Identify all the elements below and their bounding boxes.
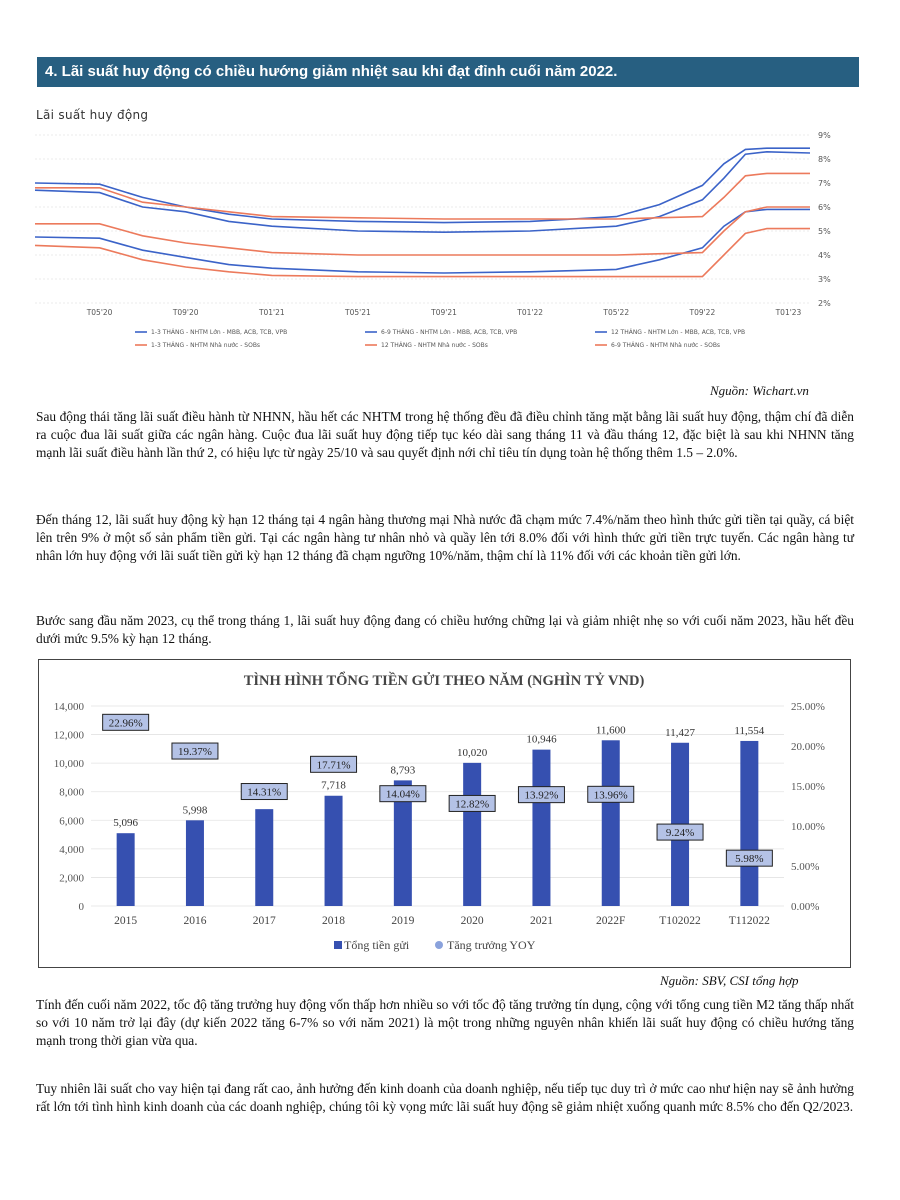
x-tick-label: 2016 — [183, 915, 207, 927]
x-tick-label: 2020 — [460, 915, 484, 927]
legend-label-deposit: Tổng tiền gửi — [344, 938, 410, 952]
deposit-chart-source: Nguồn: SBV, CSI tổng hợp — [660, 973, 799, 988]
bar-value-label: 10,946 — [526, 733, 557, 746]
deposit-bar — [117, 833, 135, 906]
x-tick-label: T01'21 — [258, 308, 285, 317]
growth-value-label: 9.24% — [665, 827, 695, 840]
deposit-chart-title: TÌNH HÌNH TỔNG TIỀN GỬI THEO NĂM (NGHÌN TỶ VND) — [243, 673, 645, 689]
y2-tick-label: 15.00% — [791, 781, 825, 793]
x-tick-label: 2019 — [391, 915, 415, 927]
bar-value-label: 11,600 — [595, 724, 626, 737]
y-tick-label: 10,000 — [53, 758, 84, 771]
bar-value-label: 10,020 — [457, 746, 488, 759]
paragraph-2: Đến tháng 12, lãi suất huy động kỳ hạn 12 tháng tại 4 ngân hàng thương mại Nhà nước đã chạm mức 7.4%/năm theo hình thức gửi tiền tại quầy, cá biệt lên trên 9% ở một số sản phẩm tiền gửi. Tại các ngân hàng tư nhân nhỏ và quầy lên tới 8.0% đối với hình thức gửi tiền trực tuyến. Các ngân hàng tư nhân lớn huy động với lãi suất tiền gửi kỳ hạn 12 tháng đã chạm ngưỡng 10%/năm, thậm chí là 11% đối với các khoản tiền gửi lớn. — [36, 512, 854, 563]
growth-value-label: 12.82% — [455, 798, 490, 811]
legend-label: 1-3 THÁNG - NHTM Nhà nước - SOBs — [151, 342, 261, 349]
legend-label: 12 THÁNG - NHTM Nhà nước - SOBs — [381, 342, 488, 349]
y-tick-label: 2,000 — [59, 872, 84, 885]
y2-tick-label: 20.00% — [791, 741, 825, 753]
x-tick-label: T09'20 — [172, 308, 199, 317]
bar-value-label: 11,427 — [665, 726, 695, 739]
x-tick-label: 2015 — [114, 915, 138, 927]
deposit-chart-frame — [38, 659, 851, 968]
growth-value-label: 14.04% — [385, 788, 420, 801]
x-tick-label: T102022 — [659, 915, 701, 927]
bar-value-label: 11,554 — [734, 724, 765, 737]
legend-label: 6-9 THÁNG - NHTM Nhà nước - SOBs — [611, 342, 721, 349]
y-tick-label: 6% — [818, 203, 831, 212]
growth-value-label: 19.37% — [177, 746, 212, 759]
deposit-bar — [602, 740, 620, 906]
y-tick-label: 4% — [818, 251, 831, 260]
x-tick-label: 2021 — [529, 915, 553, 927]
y-tick-label: 4,000 — [59, 843, 84, 856]
growth-value-label: 17.71% — [316, 759, 351, 772]
bar-value-label: 5,096 — [113, 817, 139, 830]
legend-label: 12 THÁNG - NHTM Lớn - MBB, ACB, TCB, VPB — [611, 329, 746, 336]
x-tick-label: T01'23 — [775, 308, 802, 317]
total-deposit-bar-chart — [39, 660, 850, 967]
growth-value-label: 13.96% — [593, 789, 628, 802]
y2-tick-label: 10.00% — [791, 821, 825, 833]
growth-value-label: 13.92% — [524, 789, 559, 802]
rate-chart-source: Nguồn: Wichart.vn — [710, 383, 809, 398]
x-tick-label: 2022F — [596, 915, 626, 927]
rate-chart-title: Lãi suất huy động — [36, 108, 149, 122]
y-tick-label: 8% — [818, 155, 831, 164]
legend-swatch-growth — [435, 941, 443, 949]
rate-series-line — [35, 173, 810, 219]
growth-value-label: 14.31% — [247, 786, 282, 799]
y-tick-label: 3% — [818, 275, 831, 284]
y-tick-label: 9% — [818, 131, 831, 140]
section-header: 4. Lãi suất huy động có chiều hướng giảm nhiệt sau khi đạt đỉnh cuối năm 2022. — [37, 57, 859, 87]
growth-value-label: 22.96% — [108, 717, 143, 730]
deposit-bar — [255, 809, 273, 906]
paragraph-5: Tuy nhiên lãi suất cho vay hiện tại đang rất cao, ảnh hưởng đến kinh doanh của doanh nghiệp, nếu tiếp tục duy trì ở mức cao như hiện nay sẽ ảnh hưởng rất lớn tới tình hình kinh doanh của các doanh nghiệp, chúng tôi kỳ vọng mức lãi suất huy động sẽ giảm nhiệt xuống quanh mức 8.5% cho đến Q2/2023. — [36, 1081, 854, 1114]
deposit-rate-line-chart — [30, 125, 850, 360]
deposit-bar — [740, 741, 758, 906]
growth-value-label: 5.98% — [735, 853, 764, 866]
bar-value-label: 8,793 — [390, 764, 416, 777]
x-tick-label: 2018 — [322, 915, 346, 927]
y-tick-label: 14,000 — [53, 701, 84, 713]
legend-label-growth: Tăng trưởng YOY — [447, 938, 536, 952]
y-tick-label: 12,000 — [53, 729, 84, 742]
y-tick-label: 0 — [78, 901, 84, 913]
y-tick-label: 2% — [818, 299, 831, 308]
paragraph-4: Tính đến cuối năm 2022, tốc độ tăng trưởng huy động vốn thấp hơn nhiều so với tốc độ tăng trưởng tín dụng, cộng với tổng cung tiền M2 tăng thấp nhất so với 10 năm trở lại đây (dự kiến 2022 tăng 6-7% so với năm 2021) là một trong những nguyên nhân khiến lãi suất huy động có chiều hướng tăng mạnh trong thời gian vừa qua. — [36, 997, 854, 1048]
x-tick-label: T112022 — [728, 915, 770, 927]
bar-value-label: 5,998 — [182, 804, 208, 817]
deposit-bar — [186, 820, 204, 906]
x-tick-label: T01'22 — [517, 308, 544, 317]
legend-label: 1-3 THÁNG - NHTM Lớn - MBB, ACB, TCB, VPB — [151, 329, 288, 336]
y2-tick-label: 0.00% — [791, 901, 820, 913]
legend-swatch-deposit — [334, 941, 342, 949]
x-tick-label: T05'22 — [603, 308, 630, 317]
y-tick-label: 6,000 — [59, 815, 84, 828]
x-tick-label: T09'22 — [689, 308, 716, 317]
paragraph-3: Bước sang đầu năm 2023, cụ thể trong tháng 1, lãi suất huy động đang có chiều hướng chững lại và giảm nhiệt nhẹ so với cuối năm 2023, hầu hết đều dưới mức 9.5% kỳ hạn 12 tháng. — [36, 613, 854, 646]
y2-tick-label: 25.00% — [791, 701, 825, 713]
x-tick-label: T05'20 — [86, 308, 113, 317]
x-tick-label: T09'21 — [431, 308, 457, 317]
rate-series-line — [35, 152, 810, 232]
y-tick-label: 7% — [818, 179, 831, 188]
deposit-bar — [325, 796, 343, 906]
x-tick-label: 2017 — [252, 915, 276, 927]
y-tick-label: 8,000 — [59, 786, 84, 799]
legend-label: 6-9 THÁNG - NHTM Lớn - MBB, ACB, TCB, VPB — [381, 329, 518, 336]
y2-tick-label: 5.00% — [791, 861, 820, 873]
y-tick-label: 5% — [818, 227, 831, 236]
bar-value-label: 7,718 — [321, 779, 346, 792]
rate-series-line — [35, 148, 810, 222]
paragraph-1: Sau động thái tăng lãi suất điều hành từ NHNN, hầu hết các NHTM trong hệ thống đều đã điều chỉnh tăng mặt bằng lãi suất huy động, thậm chí đã diễn ra cuộc đua lãi suất giữa các ngân hàng. Cuộc đua lãi suất huy động tiếp tục kéo dài sang tháng 11 và đầu tháng 12, đặc biệt là sau khi NHNN tăng mạnh lãi suất điều hành lần thứ 2, có hiệu lực từ ngày 25/10 và sau quyết định nới chỉ tiêu tín dụng toàn hệ thống thêm 1.5 – 2.0%. — [36, 409, 854, 460]
deposit-bar — [463, 763, 481, 906]
x-tick-label: T05'21 — [345, 308, 371, 317]
deposit-bar — [532, 750, 550, 906]
